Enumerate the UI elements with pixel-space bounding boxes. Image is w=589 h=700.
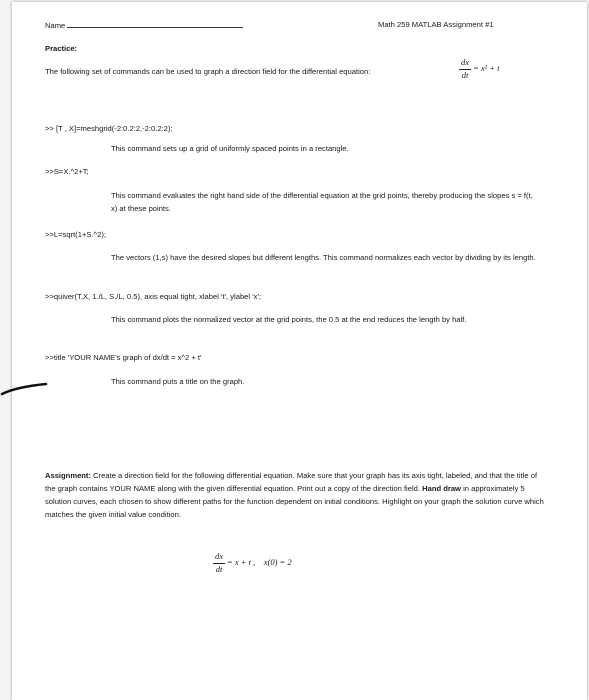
assignment-text-2: in approximately 5 solution curves, each chosen to show different paths for the function dependent on initial conditions. Highlight on your graph the solution curve which matches the given initial value condition. [45, 484, 544, 519]
eq-denominator: dt [461, 70, 469, 80]
description-meshgrid: This command sets up a grid of uniformly spaced points in a rectangle. [111, 144, 349, 153]
name-blank-line [67, 18, 243, 28]
assignment-label: Assignment: [45, 471, 91, 480]
assignment-bold-instruction: Hand draw [422, 484, 461, 493]
command-slopes: >>S=X.^2+T; [45, 167, 89, 176]
eq-numerator: dx [214, 551, 224, 561]
command-quiver: >>quiver(T,X, 1./L, S./L, 0.5), axis equal tight, xlabel 't', ylabel 'x'; [45, 292, 262, 301]
description-slopes: This command evaluates the right hand side of the differential equation at the grid points, thereby producing the slopes s = f(t, x) at these points. [111, 191, 533, 213]
practice-heading: Practice: [45, 44, 78, 53]
eq-rhs: = x + t , x(0) = 2 [227, 557, 292, 567]
description-normalize: The vectors (1,s) have the desired slopes but different lengths. This command normalizes each vector by dividing by its length. [111, 253, 536, 262]
assignment-text-1: Create a direction field for the following differential equation. Make sure that your graph has its axis tight, labeled, and that the title of the graph contains YOUR NAME along with the given differential equation. Print out a copy of the direction field. [45, 471, 538, 493]
command-meshgrid: >> [T , X]=meshgrid(-2:0.2:2,-2:0.2:2); [45, 124, 173, 133]
eq-numerator: dx [460, 57, 470, 67]
eq-denominator: dt [215, 564, 223, 574]
assignment-title: Math 259 MATLAB Assignment #1 [378, 20, 494, 29]
assignment-paragraph [45, 469, 549, 521]
name-label: Name [45, 21, 66, 30]
practice-intro: The following set of commands can be used to graph a direction field for the differential equation: [45, 67, 371, 76]
description-title: This command puts a title on the graph. [111, 377, 245, 386]
command-title: >>title 'YOUR NAME's graph of dx/dt = x^2 + t' [45, 353, 202, 362]
eq-rhs: = x² + t [473, 63, 500, 73]
description-quiver: This command plots the normalized vector at the grid points, the 0.5 at the end reduces the length by half. [111, 315, 467, 324]
name-field [45, 18, 243, 32]
pen-mark-icon [0, 376, 48, 400]
document-page [12, 2, 587, 700]
command-normalize: >>L=sqrt(1+S.^2); [45, 230, 106, 239]
